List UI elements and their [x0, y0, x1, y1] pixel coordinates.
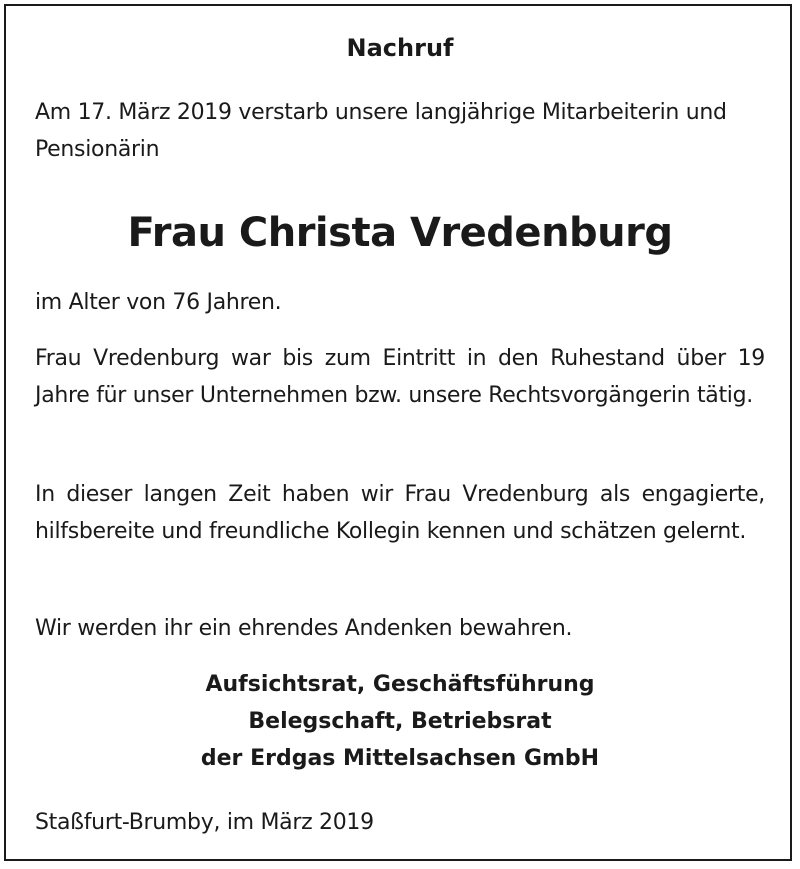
intro-text: Am 17. März 2019 verstarb unsere langjährige Mitarbeiterin und Pensionärin [35, 100, 727, 162]
paragraph-employment: Frau Vredenburg war bis zum Eintritt in den Ruhestand über 19 Jahre für unser Unternehmen bzw. unsere Rechtsvorgängerin tätig. [35, 346, 765, 408]
signer-line: der Erdgas Mittelsachsen GmbH [200, 746, 600, 771]
paragraph-remembrance: Wir werden ihr ein ehrendes Andenken bewahren. [35, 616, 573, 641]
paragraph-appreciation: In dieser langen Zeit haben wir Frau Vredenburg als engagierte, hilfsbereite und freundliche Kollegin kennen und schätzen gelernt. [35, 482, 765, 544]
deceased-name: Frau Christa Vredenburg [127, 210, 673, 256]
signer-line: Belegschaft, Betriebsrat [248, 709, 552, 734]
signer-line: Aufsichtsrat, Geschäftsführung [205, 672, 595, 697]
age-line: im Alter von 76 Jahren. [35, 290, 282, 315]
signers-block [35, 666, 765, 777]
place-date: Staßfurt-Brumby, im März 2019 [35, 810, 374, 835]
notice-heading: Nachruf [346, 34, 454, 62]
